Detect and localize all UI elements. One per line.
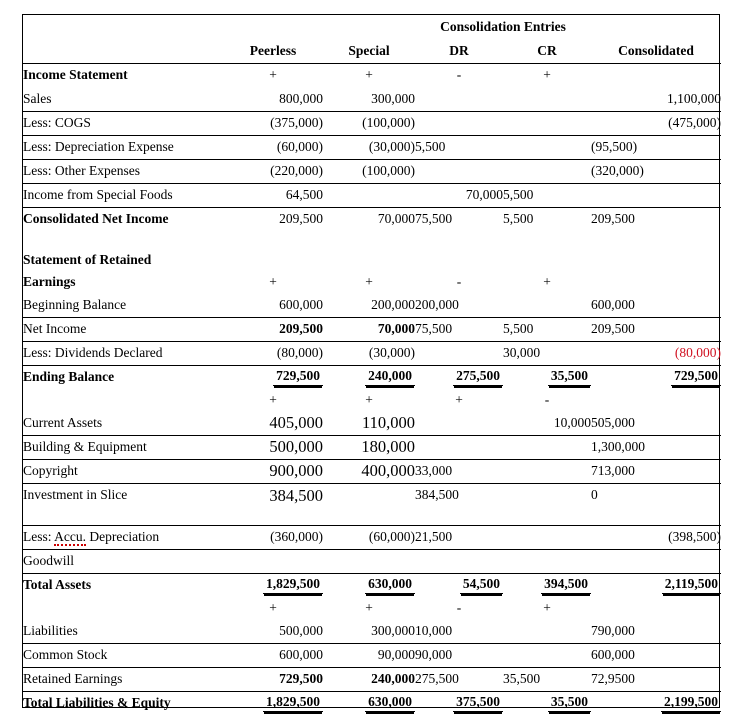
cell-dr bbox=[415, 365, 503, 389]
table-row bbox=[23, 293, 721, 317]
cell-cr bbox=[503, 365, 591, 389]
cell-peerless: 900,000 bbox=[223, 459, 323, 483]
assets-sign-blank-label bbox=[23, 389, 223, 411]
worksheet-table bbox=[23, 15, 721, 715]
column-header-peerless: Peerless bbox=[223, 39, 323, 63]
column-header-special: Special bbox=[323, 39, 415, 63]
cell-cr bbox=[503, 525, 591, 549]
cell-dr-value: 54,500 bbox=[460, 577, 503, 594]
equity-sign-consolidated bbox=[591, 597, 721, 619]
row-label: Consolidated Net Income bbox=[23, 211, 169, 227]
cell-special: (30,000) bbox=[323, 135, 415, 159]
equity-sign-peerless: + bbox=[269, 599, 277, 615]
row-label: Income from Special Foods bbox=[23, 183, 223, 207]
cell-peerless: 600,000 bbox=[223, 643, 323, 667]
income-statement-title-row bbox=[23, 63, 721, 87]
cell-special-value: 630,000 bbox=[365, 695, 415, 712]
group-header-row bbox=[23, 15, 721, 39]
table-row bbox=[23, 435, 721, 459]
re-title-blank-dr bbox=[415, 249, 503, 271]
cell-consolidated: (95,500) bbox=[591, 135, 721, 159]
table-row bbox=[23, 111, 721, 135]
cell-cr: 10,000 bbox=[503, 411, 591, 435]
row-label: Less: Dividends Declared bbox=[23, 341, 223, 365]
cell-peerless: 729,500 bbox=[223, 667, 323, 691]
cell-consolidated: 1,100,000 bbox=[591, 87, 721, 111]
equity-sign-dr: - bbox=[456, 599, 462, 615]
table-row bbox=[23, 341, 721, 365]
group-header-blank-consolidated bbox=[591, 15, 721, 39]
cell-consolidated-value: 2,199,500 bbox=[661, 695, 721, 712]
cell-consolidated: 505,000 bbox=[591, 411, 721, 435]
row-label: Sales bbox=[23, 87, 223, 111]
cell-peerless bbox=[223, 573, 323, 597]
consolidation-worksheet bbox=[22, 14, 721, 711]
cell-dr bbox=[415, 341, 503, 365]
cell-cr-value: 35,500 bbox=[548, 695, 591, 712]
cell-special bbox=[323, 573, 415, 597]
income-statement-sign-consolidated bbox=[591, 63, 721, 87]
income-statement-sign-dr: - bbox=[456, 67, 462, 83]
row-label: Net Income bbox=[23, 317, 223, 341]
cell-special: 90,000 bbox=[323, 643, 415, 667]
cell-cr bbox=[503, 549, 591, 573]
cell-dr bbox=[415, 111, 503, 135]
cell-peerless: 64,500 bbox=[223, 183, 323, 207]
cell-cr: 30,000 bbox=[503, 341, 591, 365]
income-statement-title: Income Statement bbox=[23, 67, 128, 83]
cell-special: 70,000 bbox=[323, 317, 415, 341]
consolidation-entries-header: Consolidation Entries bbox=[440, 18, 566, 34]
cell-dr bbox=[415, 435, 503, 459]
cell-peerless: 209,500 bbox=[279, 211, 323, 227]
cell-cr bbox=[503, 573, 591, 597]
cell-cr bbox=[503, 87, 591, 111]
cell-dr: 70,000 bbox=[415, 183, 503, 207]
cell-consolidated: (320,000) bbox=[591, 159, 721, 183]
cell-peerless bbox=[223, 691, 323, 715]
table-row bbox=[23, 619, 721, 643]
cell-dr: 10,000 bbox=[415, 619, 503, 643]
cell-special: 240,000 bbox=[323, 667, 415, 691]
spacer-cell bbox=[23, 231, 721, 249]
cell-dr bbox=[415, 159, 503, 183]
row-label: Building & Equipment bbox=[23, 435, 223, 459]
table-row bbox=[23, 87, 721, 111]
cell-peerless: 384,500 bbox=[269, 485, 323, 505]
cell-special bbox=[323, 691, 415, 715]
column-header-label bbox=[23, 39, 223, 63]
row-label bbox=[23, 525, 223, 549]
assets-spacer-row bbox=[23, 507, 721, 525]
table-row bbox=[23, 411, 721, 435]
table-row bbox=[23, 317, 721, 341]
cell-cr bbox=[503, 135, 591, 159]
total-liabilities-equity-row bbox=[23, 691, 721, 715]
misspelled-word: Accu. bbox=[54, 528, 86, 544]
cell-dr bbox=[415, 87, 503, 111]
total-assets-row bbox=[23, 573, 721, 597]
row-label: Liabilities bbox=[23, 619, 223, 643]
cell-dr: 21,500 bbox=[415, 525, 503, 549]
assets-sign-row bbox=[23, 389, 721, 411]
retained-earnings-sign-peerless: + bbox=[269, 273, 277, 289]
ending-balance-row bbox=[23, 365, 721, 389]
cell-peerless: 600,000 bbox=[223, 293, 323, 317]
assets-sign-cr: - bbox=[544, 391, 550, 407]
group-header-blank-special bbox=[323, 15, 415, 39]
income-statement-sign-cr: + bbox=[543, 67, 551, 83]
cell-special: 200,000 bbox=[323, 293, 415, 317]
cell-dr: 75,500 bbox=[415, 211, 453, 227]
row-label: Retained Earnings bbox=[23, 667, 223, 691]
cell-consolidated: 600,000 bbox=[591, 643, 721, 667]
cell-dr: 275,500 bbox=[415, 667, 503, 691]
retained-earnings-title-row-2 bbox=[23, 271, 721, 293]
row-label: Ending Balance bbox=[23, 369, 115, 385]
re-title-blank-consolidated bbox=[591, 249, 721, 271]
cell-consolidated: 0 bbox=[591, 487, 598, 503]
cell-special-value: 630,000 bbox=[365, 577, 415, 594]
cell-cr bbox=[503, 691, 591, 715]
table-row bbox=[23, 135, 721, 159]
retained-earnings-title-line2: Earnings bbox=[23, 273, 76, 289]
cell-consolidated: (398,500) bbox=[591, 525, 721, 549]
cell-peerless: (80,000) bbox=[223, 341, 323, 365]
cell-special-value: 240,000 bbox=[365, 369, 415, 386]
income-statement-sign-special: + bbox=[365, 67, 373, 83]
cell-dr-value: 275,500 bbox=[453, 369, 503, 386]
cell-dr: 384,500 bbox=[415, 487, 459, 503]
cell-consolidated: 600,000 bbox=[591, 293, 721, 317]
equity-sign-cr: + bbox=[543, 599, 551, 615]
table-row bbox=[23, 159, 721, 183]
cell-special: 300,000 bbox=[323, 87, 415, 111]
cell-cr: 5,500 bbox=[503, 211, 534, 227]
cell-dr: 75,500 bbox=[415, 317, 503, 341]
cell-cr-value: 35,500 bbox=[548, 369, 591, 386]
cell-cr bbox=[503, 293, 591, 317]
row-label-suffix: Depreciation bbox=[86, 528, 160, 544]
cell-special bbox=[323, 549, 415, 573]
row-label-prefix: Less: bbox=[23, 528, 55, 544]
row-label: Less: Other Expenses bbox=[23, 159, 223, 183]
row-label: Total Assets bbox=[23, 577, 92, 593]
consolidated-net-income-row bbox=[23, 207, 721, 231]
cell-special: (100,000) bbox=[323, 111, 415, 135]
retained-earnings-sign-dr: - bbox=[456, 273, 462, 289]
cell-consolidated: 713,000 bbox=[591, 459, 721, 483]
retained-earnings-sign-consolidated bbox=[591, 271, 721, 293]
cell-special bbox=[323, 183, 415, 207]
assets-sign-special: + bbox=[365, 391, 373, 407]
cell-dr: 33,000 bbox=[415, 459, 503, 483]
group-header-blank-peerless bbox=[223, 15, 323, 39]
spacer-cell bbox=[23, 507, 721, 525]
cell-peerless-value: 729,500 bbox=[273, 369, 323, 386]
group-header-blank-label bbox=[23, 15, 223, 39]
retained-earnings-title-line1: Statement of Retained bbox=[23, 251, 152, 267]
cell-consolidated-value: 729,500 bbox=[671, 369, 721, 386]
cell-cr bbox=[503, 159, 591, 183]
table-row bbox=[23, 525, 721, 549]
retained-earnings-sign-cr: + bbox=[543, 273, 551, 289]
cell-special: 110,000 bbox=[323, 411, 415, 435]
cell-peerless: 500,000 bbox=[223, 619, 323, 643]
assets-sign-consolidated bbox=[591, 389, 721, 411]
cell-consolidated bbox=[591, 183, 721, 207]
cell-peerless: (360,000) bbox=[223, 525, 323, 549]
cell-peerless: (60,000) bbox=[223, 135, 323, 159]
row-label: Goodwill bbox=[23, 549, 223, 573]
cell-consolidated bbox=[591, 573, 721, 597]
cell-peerless: 800,000 bbox=[223, 87, 323, 111]
cell-peerless bbox=[223, 549, 323, 573]
cell-dr: 200,000 bbox=[415, 293, 503, 317]
cell-special: (100,000) bbox=[323, 159, 415, 183]
cell-dr bbox=[415, 691, 503, 715]
row-label: Less: Depreciation Expense bbox=[23, 135, 223, 159]
cell-special bbox=[323, 365, 415, 389]
row-label: Beginning Balance bbox=[23, 293, 223, 317]
cell-peerless: (220,000) bbox=[223, 159, 323, 183]
cell-special: (30,000) bbox=[323, 341, 415, 365]
retained-earnings-sign-special: + bbox=[365, 273, 373, 289]
table-row bbox=[23, 183, 721, 207]
retained-earnings-title-row-1 bbox=[23, 249, 721, 271]
cell-special bbox=[323, 483, 415, 507]
cell-peerless-value: 1,829,500 bbox=[263, 695, 323, 712]
cell-cr: 5,500 bbox=[503, 183, 591, 207]
cell-consolidated: (475,000) bbox=[591, 111, 721, 135]
cell-cr bbox=[503, 643, 591, 667]
cell-peerless-value: 1,829,500 bbox=[263, 577, 323, 594]
column-header-dr: DR bbox=[415, 39, 503, 63]
cell-cr bbox=[503, 483, 591, 507]
cell-special: 400,000 bbox=[323, 459, 415, 483]
cell-consolidated: 72,9500 bbox=[591, 667, 721, 691]
cell-dr bbox=[415, 573, 503, 597]
row-label: Copyright bbox=[23, 459, 223, 483]
cell-dr bbox=[415, 549, 503, 573]
cell-cr bbox=[503, 619, 591, 643]
cell-consolidated bbox=[591, 549, 721, 573]
cell-cr bbox=[503, 111, 591, 135]
cell-special: 70,000 bbox=[377, 211, 415, 227]
cell-cr-value: 394,500 bbox=[541, 577, 591, 594]
column-header-row bbox=[23, 39, 721, 63]
cell-consolidated: 209,500 bbox=[591, 317, 721, 341]
column-header-cr: CR bbox=[503, 39, 591, 63]
cell-consolidated: 1,300,000 bbox=[591, 435, 721, 459]
table-row bbox=[23, 459, 721, 483]
equity-sign-blank-label bbox=[23, 597, 223, 619]
cell-cr: 5,500 bbox=[503, 317, 591, 341]
cell-dr bbox=[415, 411, 503, 435]
re-title-blank-special bbox=[323, 249, 415, 271]
cell-consolidated bbox=[591, 365, 721, 389]
assets-sign-peerless: + bbox=[269, 391, 277, 407]
cell-cr bbox=[503, 435, 591, 459]
table-row bbox=[23, 483, 721, 507]
cell-consolidated-value: 2,119,500 bbox=[662, 577, 721, 594]
cell-peerless: 405,000 bbox=[223, 411, 323, 435]
cell-cr: 35,500 bbox=[503, 667, 591, 691]
row-label: Common Stock bbox=[23, 643, 223, 667]
cell-special: (60,000) bbox=[323, 525, 415, 549]
re-title-blank-cr bbox=[503, 249, 591, 271]
cell-consolidated: (80,000) bbox=[591, 341, 721, 365]
cell-special: 300,000 bbox=[323, 619, 415, 643]
cell-cr bbox=[503, 459, 591, 483]
cell-peerless bbox=[223, 365, 323, 389]
table-row bbox=[23, 667, 721, 691]
cell-consolidated bbox=[591, 691, 721, 715]
cell-dr: 90,000 bbox=[415, 643, 503, 667]
column-header-consolidated: Consolidated bbox=[591, 39, 721, 63]
cell-special: 180,000 bbox=[323, 435, 415, 459]
row-label: Total Liabilities & Equity bbox=[23, 695, 171, 711]
section-spacer bbox=[23, 231, 721, 249]
equity-sign-row bbox=[23, 597, 721, 619]
cell-peerless: 209,500 bbox=[223, 317, 323, 341]
table-row bbox=[23, 549, 721, 573]
cell-dr-value: 375,500 bbox=[453, 695, 503, 712]
cell-consolidated: 790,000 bbox=[591, 619, 721, 643]
row-label: Investment in Slice bbox=[23, 487, 128, 503]
table-row bbox=[23, 643, 721, 667]
cell-consolidated: 209,500 bbox=[591, 211, 635, 227]
row-label: Less: COGS bbox=[23, 111, 223, 135]
cell-dr: 5,500 bbox=[415, 135, 503, 159]
assets-sign-dr: + bbox=[455, 391, 463, 407]
cell-peerless: 500,000 bbox=[223, 435, 323, 459]
re-title-blank-peerless bbox=[223, 249, 323, 271]
cell-peerless: (375,000) bbox=[223, 111, 323, 135]
row-label: Current Assets bbox=[23, 411, 223, 435]
equity-sign-special: + bbox=[365, 599, 373, 615]
income-statement-sign-peerless: + bbox=[269, 67, 277, 83]
